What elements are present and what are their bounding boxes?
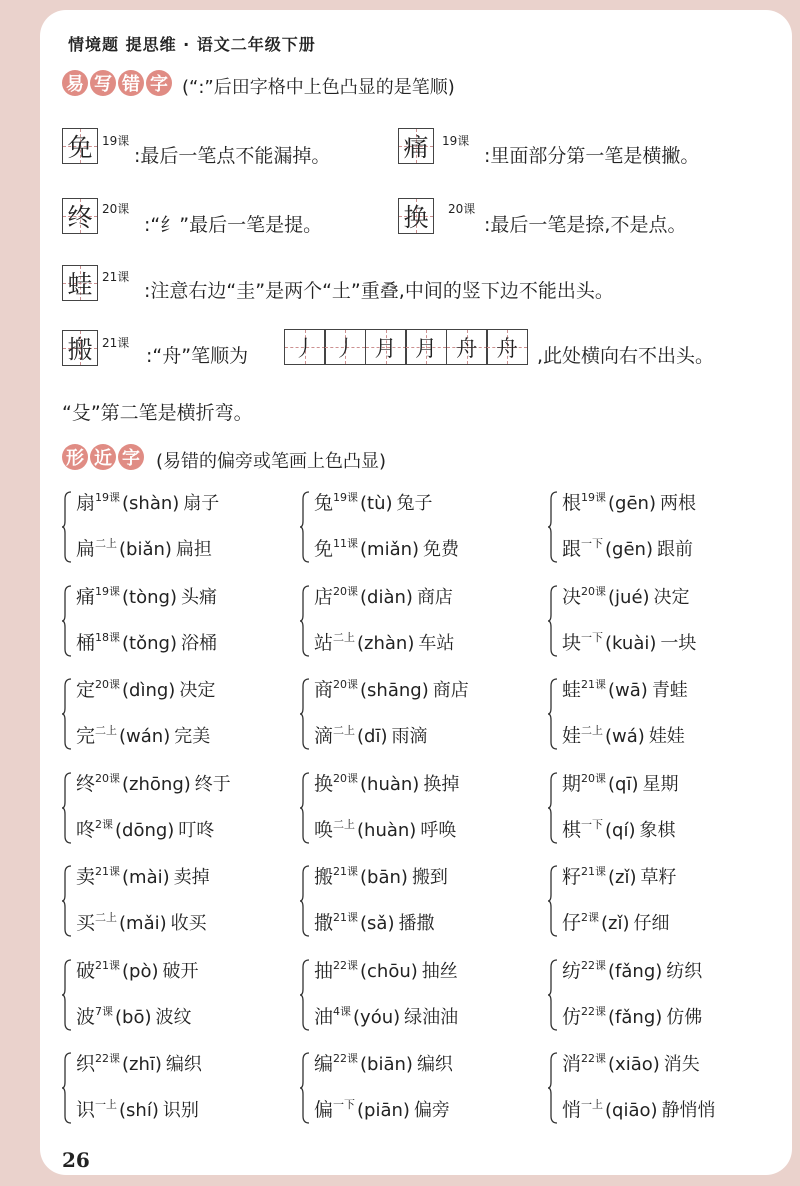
character: 编 xyxy=(314,1053,334,1075)
character: 纺 xyxy=(562,959,582,982)
lesson-tag: 一上 xyxy=(95,1098,118,1111)
lesson-tag: 20课 xyxy=(333,584,359,598)
character: 店 xyxy=(314,585,334,608)
lesson-tag: 20课 xyxy=(95,678,121,691)
pinyin: (mǎi) xyxy=(119,913,167,934)
similar-char-entry xyxy=(314,815,456,842)
similar-char-entry xyxy=(562,908,670,935)
example-word: 呼唤 xyxy=(420,819,457,841)
example-word: 免费 xyxy=(423,539,460,560)
similar-char-entry xyxy=(76,769,231,796)
pinyin: (zǐ) xyxy=(601,913,630,934)
similar-char-entry xyxy=(562,815,676,842)
similar-char-entry xyxy=(314,1002,458,1029)
brace-icon xyxy=(548,585,558,657)
tianzige-cell: 免 xyxy=(62,128,98,164)
example-word: 波纹 xyxy=(155,1006,192,1028)
badge-char: 字 xyxy=(118,444,144,470)
similar-char-entry xyxy=(562,1049,700,1076)
lesson-tag: 2课 xyxy=(581,911,600,924)
similar-char-entry xyxy=(314,956,458,983)
tianzige-cell: 蛙 xyxy=(62,265,98,301)
example-word: 叮咚 xyxy=(178,819,215,841)
example-word: 雨滴 xyxy=(391,726,428,747)
similar-pair xyxy=(62,582,292,660)
character: 唤 xyxy=(314,818,334,841)
item-note: ,此处横向右不出头。 xyxy=(537,345,715,367)
similar-pair xyxy=(300,956,530,1034)
lesson-tag: 19课 xyxy=(95,491,121,504)
stroke-cell: 月 xyxy=(365,329,407,365)
section-note: (易错的偏旁或笔画上色凸显) xyxy=(156,451,387,472)
item-note: :“舟”笔顺为 xyxy=(146,345,249,367)
lesson-tag: 19课 xyxy=(333,491,359,504)
pinyin: (qí) xyxy=(605,819,636,841)
similar-char-entry xyxy=(562,582,690,609)
pinyin: (shàn) xyxy=(122,493,180,514)
example-word: 仿佛 xyxy=(666,1006,703,1028)
similar-pair xyxy=(300,675,530,753)
brace-icon xyxy=(62,678,72,750)
example-word: 青蛙 xyxy=(651,680,688,701)
similar-pair xyxy=(548,1049,778,1127)
lesson-tag: 22课 xyxy=(333,1052,359,1065)
brace-icon xyxy=(300,585,310,657)
character: 仔 xyxy=(562,912,582,934)
character: 期 xyxy=(562,772,582,795)
example-word: 兔子 xyxy=(396,493,433,514)
lesson-tag: 11课 xyxy=(333,537,359,550)
example-word: 播撒 xyxy=(398,913,435,934)
similar-pair xyxy=(548,488,778,566)
character: 仿 xyxy=(562,1005,582,1028)
lesson-tag: 2课 xyxy=(95,817,114,831)
lesson-tag: 一上 xyxy=(581,1098,604,1111)
lesson-tag: 20课 xyxy=(95,771,121,785)
pinyin: (wán) xyxy=(119,726,171,747)
example-word: 仔细 xyxy=(633,913,670,934)
similar-char-entry xyxy=(314,534,459,561)
character: 娃 xyxy=(562,725,582,747)
character: 痛 xyxy=(76,585,96,608)
pinyin: (zhàn) xyxy=(357,632,415,654)
character: 块 xyxy=(562,631,582,654)
brace-icon xyxy=(300,491,310,563)
lesson-tag: 20课 xyxy=(581,584,607,598)
pinyin: (tù) xyxy=(360,493,393,514)
character: 织 xyxy=(76,1053,96,1075)
example-word: 破开 xyxy=(162,960,199,982)
badge-char: 错 xyxy=(118,70,144,96)
example-word: 识别 xyxy=(162,1100,199,1121)
similar-char-entry xyxy=(76,1095,199,1122)
character: 咚 xyxy=(76,818,96,841)
lesson-tag: 一下 xyxy=(333,1098,356,1111)
tianzige-cell: 痛 xyxy=(398,128,434,164)
lesson-tag: 21课 xyxy=(581,865,607,878)
similar-char-entry xyxy=(314,862,448,889)
pinyin: (piān) xyxy=(357,1100,410,1121)
brace-icon xyxy=(62,772,72,844)
pinyin: (wā) xyxy=(608,680,648,701)
pinyin: (zhī) xyxy=(122,1054,162,1075)
similar-char-entry xyxy=(76,1002,192,1029)
character: 兔 xyxy=(314,492,334,514)
lesson-tag: 19课 xyxy=(442,134,470,148)
character: 免 xyxy=(314,538,334,560)
similar-pair xyxy=(548,675,778,753)
example-word: 浴桶 xyxy=(180,632,217,654)
lesson-tag: 21课 xyxy=(102,336,130,350)
pinyin: (pò) xyxy=(122,960,159,982)
pinyin: (xiāo) xyxy=(608,1054,660,1075)
lesson-tag: 22课 xyxy=(581,958,607,972)
badge-char: 写 xyxy=(90,70,116,96)
similar-char-entry xyxy=(562,1095,716,1122)
character: 油 xyxy=(314,1005,334,1028)
character: 终 xyxy=(76,772,96,795)
pinyin: (gēn) xyxy=(605,539,653,560)
example-word: 搬到 xyxy=(411,867,448,888)
item-note: :最后一笔是捺,不是点。 xyxy=(484,214,687,236)
similar-char-entry xyxy=(76,488,219,515)
pinyin: (huàn) xyxy=(360,773,420,795)
similar-pair xyxy=(300,769,530,847)
stroke-order-strip xyxy=(285,329,528,365)
similar-char-entry xyxy=(314,1049,453,1076)
similar-char-entry xyxy=(562,488,696,515)
lesson-tag: 4课 xyxy=(333,1004,352,1018)
pinyin: (dī) xyxy=(357,726,388,747)
lesson-tag: 二上 xyxy=(333,724,356,737)
character: 跟 xyxy=(562,538,582,560)
similar-pair xyxy=(62,675,292,753)
character: 棋 xyxy=(562,818,582,841)
similar-char-entry xyxy=(314,628,454,655)
brace-icon xyxy=(548,865,558,937)
pinyin: (fǎng) xyxy=(608,960,663,982)
example-word: 编织 xyxy=(165,1054,202,1075)
similar-char-entry xyxy=(562,956,702,983)
page-number: 26 xyxy=(62,1148,90,1172)
lesson-tag: 21课 xyxy=(102,270,130,284)
pinyin: (tǒng) xyxy=(122,632,177,654)
character: 抽 xyxy=(314,959,334,982)
brace-icon xyxy=(300,772,310,844)
lesson-tag: 20课 xyxy=(581,771,607,785)
badge-char: 形 xyxy=(62,444,88,470)
brace-icon xyxy=(548,678,558,750)
character: 搬 xyxy=(314,866,334,888)
brace-icon xyxy=(62,1052,72,1124)
similar-char-entry xyxy=(76,628,217,655)
pinyin: (chōu) xyxy=(360,960,418,982)
pinyin: (shí) xyxy=(119,1100,159,1121)
character: 决 xyxy=(562,585,582,608)
example-word: 星期 xyxy=(642,773,679,795)
stroke-cell: 丿 xyxy=(324,329,366,365)
section-note: (“:”后田字格中上色凸显的是笔顺) xyxy=(182,77,455,98)
stroke-cell: 丿 xyxy=(284,329,326,365)
similar-char-entry xyxy=(314,769,459,796)
lesson-tag: 19课 xyxy=(95,584,121,598)
example-word: 跟前 xyxy=(656,539,693,560)
pinyin: (zǐ) xyxy=(608,867,637,888)
item-note: :注意右边“圭”是两个“土”重叠,中间的竖下边不能出头。 xyxy=(144,280,614,302)
pinyin: (kuài) xyxy=(605,632,657,654)
brace-icon xyxy=(62,585,72,657)
similar-pair xyxy=(62,956,292,1034)
section-badge-similar-chars xyxy=(62,444,144,470)
lesson-tag: 18课 xyxy=(95,630,121,644)
brace-icon xyxy=(300,1052,310,1124)
similar-pair xyxy=(62,769,292,847)
pinyin: (biǎn) xyxy=(119,539,172,560)
stroke-cell: 舟 xyxy=(486,329,528,365)
example-word: 商店 xyxy=(416,586,453,608)
pinyin: (gēn) xyxy=(608,493,656,514)
character: 商 xyxy=(314,679,334,701)
lesson-tag: 二上 xyxy=(581,724,604,737)
stroke-cell: 舟 xyxy=(446,329,488,365)
similar-pair xyxy=(548,582,778,660)
similar-char-entry xyxy=(76,815,214,842)
similar-char-entry xyxy=(314,488,433,515)
example-word: 编织 xyxy=(416,1054,453,1075)
example-word: 两根 xyxy=(659,493,696,514)
similar-char-entry xyxy=(314,675,469,702)
similar-char-entry xyxy=(76,862,210,889)
example-word: 换掉 xyxy=(423,773,460,795)
lesson-tag: 7课 xyxy=(95,1004,114,1018)
lesson-tag: 19课 xyxy=(102,134,130,148)
badge-char: 字 xyxy=(146,70,172,96)
character: 卖 xyxy=(76,866,96,888)
brace-icon xyxy=(62,491,72,563)
similar-char-entry xyxy=(562,721,685,748)
similar-char-entry xyxy=(562,675,688,702)
brace-icon xyxy=(300,959,310,1031)
character: 籽 xyxy=(562,866,582,888)
running-header: 情境题 提思维 · 语文二年级下册 xyxy=(68,35,316,54)
character: 滴 xyxy=(314,725,334,747)
item-note: :最后一笔点不能漏掉。 xyxy=(134,145,331,167)
lesson-tag: 二上 xyxy=(95,724,118,737)
character: 定 xyxy=(76,679,96,701)
item-note: :“纟”最后一笔是提。 xyxy=(144,214,323,236)
lesson-tag: 21课 xyxy=(581,678,607,691)
pinyin: (tòng) xyxy=(122,586,177,608)
similar-pair xyxy=(548,769,778,847)
character: 桶 xyxy=(76,631,96,654)
similar-char-entry xyxy=(562,862,677,889)
character: 完 xyxy=(76,725,96,747)
brace-icon xyxy=(62,865,72,937)
example-word: 卖掉 xyxy=(173,867,210,888)
similar-char-entry xyxy=(314,582,453,609)
brace-icon xyxy=(300,678,310,750)
similar-pair xyxy=(300,1049,530,1127)
lesson-tag: 20课 xyxy=(448,202,476,216)
character: 扁 xyxy=(76,538,96,560)
example-word: 象棋 xyxy=(639,819,676,841)
example-word: 决定 xyxy=(653,586,690,608)
stroke-cell: 月 xyxy=(405,329,447,365)
similar-char-entry xyxy=(76,1049,202,1076)
pinyin: (yóu) xyxy=(353,1006,401,1028)
example-word: 收买 xyxy=(170,913,207,934)
character: 破 xyxy=(76,959,96,982)
example-word: 绿油油 xyxy=(404,1006,459,1028)
lesson-tag: 一下 xyxy=(581,817,604,831)
pinyin: (sǎ) xyxy=(360,913,395,934)
brace-icon xyxy=(300,865,310,937)
similar-char-entry xyxy=(76,908,207,935)
lesson-tag: 一下 xyxy=(581,537,604,550)
example-word: 草籽 xyxy=(640,867,677,888)
similar-pair xyxy=(62,862,292,940)
similar-char-entry xyxy=(314,1095,450,1122)
page xyxy=(40,10,792,1175)
brace-icon xyxy=(548,1052,558,1124)
lesson-tag: 一下 xyxy=(581,630,604,644)
example-word: 终于 xyxy=(194,773,231,795)
tianzige-cell: 搬 xyxy=(62,330,98,366)
character: 识 xyxy=(76,1099,96,1121)
lesson-tag: 22课 xyxy=(95,1052,121,1065)
pinyin: (bō) xyxy=(115,1006,152,1028)
extra-note: “殳”第二笔是横折弯。 xyxy=(62,402,253,424)
pinyin: (mài) xyxy=(122,867,170,888)
pinyin: (biān) xyxy=(360,1054,413,1075)
lesson-tag: 21课 xyxy=(333,865,359,878)
similar-char-entry xyxy=(76,582,217,609)
similar-char-entry xyxy=(562,1002,702,1029)
example-word: 商店 xyxy=(432,680,469,701)
lesson-tag: 19课 xyxy=(581,491,607,504)
brace-icon xyxy=(548,772,558,844)
pinyin: (wá) xyxy=(605,726,645,747)
example-word: 静悄悄 xyxy=(661,1100,716,1121)
character: 换 xyxy=(314,772,334,795)
similar-pair xyxy=(300,862,530,940)
similar-char-entry xyxy=(562,534,693,561)
character: 消 xyxy=(562,1053,582,1075)
lesson-tag: 二上 xyxy=(95,537,118,550)
pinyin: (qī) xyxy=(608,773,639,795)
similar-pair xyxy=(300,488,530,566)
pinyin: (fǎng) xyxy=(608,1006,663,1028)
pinyin: (dìng) xyxy=(122,680,176,701)
lesson-tag: 二上 xyxy=(95,911,118,924)
character: 根 xyxy=(562,492,582,514)
lesson-tag: 二上 xyxy=(333,630,356,644)
pinyin: (bān) xyxy=(360,867,408,888)
lesson-tag: 二上 xyxy=(333,817,356,831)
pinyin: (diàn) xyxy=(360,586,413,608)
pinyin: (qiāo) xyxy=(605,1100,658,1121)
similar-char-entry xyxy=(562,628,696,655)
similar-char-entry xyxy=(314,908,434,935)
pinyin: (huàn) xyxy=(357,819,417,841)
lesson-tag: 21课 xyxy=(95,865,121,878)
example-word: 纺织 xyxy=(666,960,703,982)
similar-pair xyxy=(300,582,530,660)
badge-char: 近 xyxy=(90,444,116,470)
character: 蛙 xyxy=(562,679,582,701)
character: 悄 xyxy=(562,1099,582,1121)
example-word: 车站 xyxy=(418,632,455,654)
character: 买 xyxy=(76,912,96,934)
lesson-tag: 22课 xyxy=(581,1052,607,1065)
example-word: 扁担 xyxy=(175,539,212,560)
lesson-tag: 20课 xyxy=(102,202,130,216)
tianzige-cell: 换 xyxy=(398,198,434,234)
character: 扇 xyxy=(76,492,96,514)
character: 波 xyxy=(76,1005,96,1028)
lesson-tag: 20课 xyxy=(333,678,359,691)
example-word: 抽丝 xyxy=(421,960,458,982)
example-word: 决定 xyxy=(179,680,216,701)
similar-char-entry xyxy=(314,721,428,748)
similar-char-entry xyxy=(76,534,212,561)
item-note: :里面部分第一笔是横撇。 xyxy=(484,145,700,167)
similar-char-entry xyxy=(76,721,210,748)
tianzige-cell: 终 xyxy=(62,198,98,234)
similar-char-entry xyxy=(562,769,679,796)
lesson-tag: 22课 xyxy=(333,958,359,972)
example-word: 头痛 xyxy=(180,586,217,608)
similar-pair xyxy=(62,488,292,566)
pinyin: (dōng) xyxy=(115,819,175,841)
example-word: 完美 xyxy=(174,726,211,747)
example-word: 偏旁 xyxy=(413,1100,450,1121)
lesson-tag: 22课 xyxy=(581,1004,607,1018)
example-word: 一块 xyxy=(660,632,697,654)
lesson-tag: 21课 xyxy=(95,958,121,972)
similar-char-entry xyxy=(76,675,215,702)
brace-icon xyxy=(62,959,72,1031)
badge-char: 易 xyxy=(62,70,88,96)
similar-pair xyxy=(62,1049,292,1127)
pinyin: (shāng) xyxy=(360,680,429,701)
pinyin: (jué) xyxy=(608,586,650,608)
lesson-tag: 20课 xyxy=(333,771,359,785)
similar-pair xyxy=(548,862,778,940)
pinyin: (miǎn) xyxy=(360,539,420,560)
character: 偏 xyxy=(314,1099,334,1121)
brace-icon xyxy=(548,959,558,1031)
example-word: 娃娃 xyxy=(648,726,685,747)
character: 撒 xyxy=(314,912,334,934)
example-word: 消失 xyxy=(663,1054,700,1075)
pinyin: (zhōng) xyxy=(122,773,191,795)
lesson-tag: 21课 xyxy=(333,911,359,924)
similar-char-entry xyxy=(76,956,199,983)
example-word: 扇子 xyxy=(183,493,220,514)
brace-icon xyxy=(548,491,558,563)
section-badge-easy-wrong xyxy=(62,70,172,96)
character: 站 xyxy=(314,631,334,654)
similar-pair xyxy=(548,956,778,1034)
